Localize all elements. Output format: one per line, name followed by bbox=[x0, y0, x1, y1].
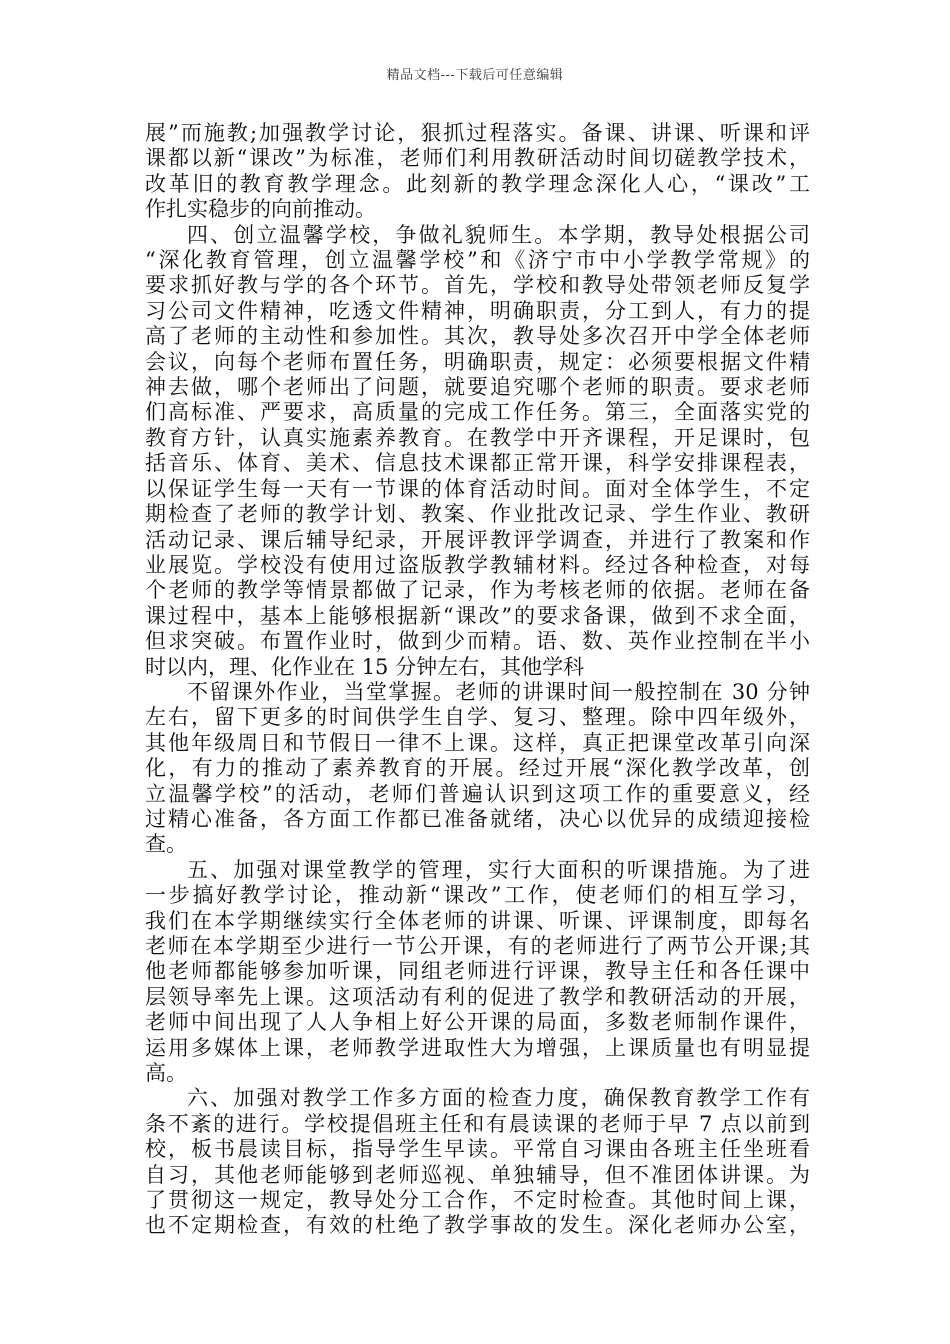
text-line: 六、加强对教学工作多方面的检查力度，确保教育教学工作有 bbox=[187, 1086, 810, 1111]
text-line: 期检查了老师的教学计划、教案、作业批改记录、学生作业、教研 bbox=[145, 502, 810, 527]
text-line: 活动记录、课后辅导纪录，开展评教评学调查，并进行了教案和作 bbox=[145, 527, 810, 552]
text-line: 教育方针，认真实施素养教育。在教学中开齐课程，开足课时，包 bbox=[145, 425, 810, 450]
text-line: 们高标准、严要求，高质量的完成工作任务。第三，全面落实党的 bbox=[145, 400, 810, 425]
text-line: 神去做，哪个老师出了问题，就要追究哪个老师的职责。要求老师 bbox=[145, 375, 810, 400]
text-line: 括音乐、体育、美术、信息技术课都正常开课，科学安排课程表， bbox=[145, 451, 810, 476]
text-line: 老师中间出现了人人争相上好公开课的局面，多数老师制作课件， bbox=[145, 1010, 810, 1035]
text-line: 课都以新“课改”为标准，老师们利用教研活动时间切磋教学技术， bbox=[145, 146, 810, 171]
text-line: 他老师都能够参加听课，同组老师进行评课，教导主任和各任课中 bbox=[145, 959, 810, 984]
text-line: 展”而施教;加强教学讨论，狠抓过程落实。备课、讲课、听课和评 bbox=[145, 121, 810, 145]
text-line: 作扎实稳步的向前推动。 bbox=[145, 197, 376, 222]
text-line: 不留课外作业，当堂掌握。老师的讲课时间一般控制在 30 分钟 bbox=[187, 679, 810, 704]
text-line: 要求抓好教与学的各个环节。首先，学校和教导处带领老师反复学 bbox=[145, 273, 810, 298]
text-line: 一步搞好教学讨论，推动新“课改”工作，使老师们的相互学习， bbox=[145, 883, 810, 908]
text-line: 过精心准备，各方面工作都已准备就绪，决心以优异的成绩迎接检 bbox=[145, 806, 810, 831]
text-line: 我们在本学期继续实行全体老师的讲课、听课、评课制度，即每名 bbox=[145, 908, 810, 933]
text-line: 以保证学生每一天有一节课的体育活动时间。面对全体学生，不定 bbox=[145, 476, 810, 501]
text-line: 化，有力的推动了素养教育的开展。经过开展“深化教学改革，创 bbox=[145, 756, 810, 781]
text-line: 课过程中，基本上能够根据新“课改”的要求备课，做到不求全面， bbox=[145, 603, 810, 628]
text-line: 高了老师的主动性和参加性。其次，教导处多次召开中学全体老师 bbox=[145, 324, 810, 349]
text-line: 自习，其他老师能够到老师巡视、单独辅导，但不准团体讲课。为 bbox=[145, 1162, 810, 1187]
page-header: 精品文档---下载后可任意编辑 bbox=[386, 68, 564, 83]
text-line: 校，板书晨读目标，指导学生早读。平常自习课由各班主任坐班看 bbox=[145, 1137, 810, 1162]
text-line: 但求突破。布置作业时，做到少而精。语、数、英作业控制在半小 bbox=[145, 629, 810, 654]
text-line: 左右，留下更多的时间供学生自学、复习、整理。除中四年级外， bbox=[145, 705, 810, 730]
text-line: 业展览。学校没有使用过盗版教学教辅材料。经过各种检查，对每 bbox=[145, 552, 810, 577]
text-line: 条不紊的进行。学校提倡班主任和有晨读课的老师于早 7 点以前到 bbox=[145, 1111, 810, 1136]
text-line: 老师在本学期至少进行一节公开课，有的老师进行了两节公开课;其 bbox=[145, 934, 810, 958]
text-line: 查。 bbox=[145, 832, 187, 857]
text-line: “深化教育管理，创立温馨学校”和《济宁市中小学教学常规》的 bbox=[145, 248, 810, 273]
text-line: 层领导率先上课。这项活动有利的促进了教学和教研活动的开展， bbox=[145, 984, 810, 1009]
text-line: 会议，向每个老师布置任务，明确职责，规定：必须要根据文件精 bbox=[145, 349, 810, 374]
text-line: 五、加强对课堂教学的管理，实行大面积的听课措施。为了进 bbox=[187, 857, 810, 882]
document-body bbox=[145, 121, 810, 1239]
text-line: 个老师的教学等情景都做了记录，作为考核老师的依据。老师在备 bbox=[145, 578, 810, 603]
text-line: 了贯彻这一规定，教导处分工合作，不定时检查。其他时间上课， bbox=[145, 1188, 810, 1213]
text-line: 高。 bbox=[145, 1061, 187, 1086]
text-line: 立温馨学校”的活动，老师们普遍认识到这项工作的重要意义，经 bbox=[145, 781, 810, 806]
text-line: 运用多媒体上课，老师教学进取性大为增强，上课质量也有明显提 bbox=[145, 1035, 810, 1060]
text-line: 时以内，理、化作业在 15 分钟左右，其他学科 bbox=[145, 654, 585, 679]
text-line: 习公司文件精神，吃透文件精神，明确职责，分工到人，有力的提 bbox=[145, 298, 810, 323]
text-line: 改革旧的教育教学理念。此刻新的教学理念深化人心，“课改”工 bbox=[145, 171, 810, 196]
text-line: 四、创立温馨学校，争做礼貌师生。本学期，教导处根据公司 bbox=[187, 222, 810, 247]
text-line: 也不定期检查，有效的杜绝了教学事故的发生。深化老师办公室， bbox=[145, 1213, 810, 1238]
text-line: 其他年级周日和节假日一律不上课。这样，真正把课堂改革引向深 bbox=[145, 730, 810, 755]
